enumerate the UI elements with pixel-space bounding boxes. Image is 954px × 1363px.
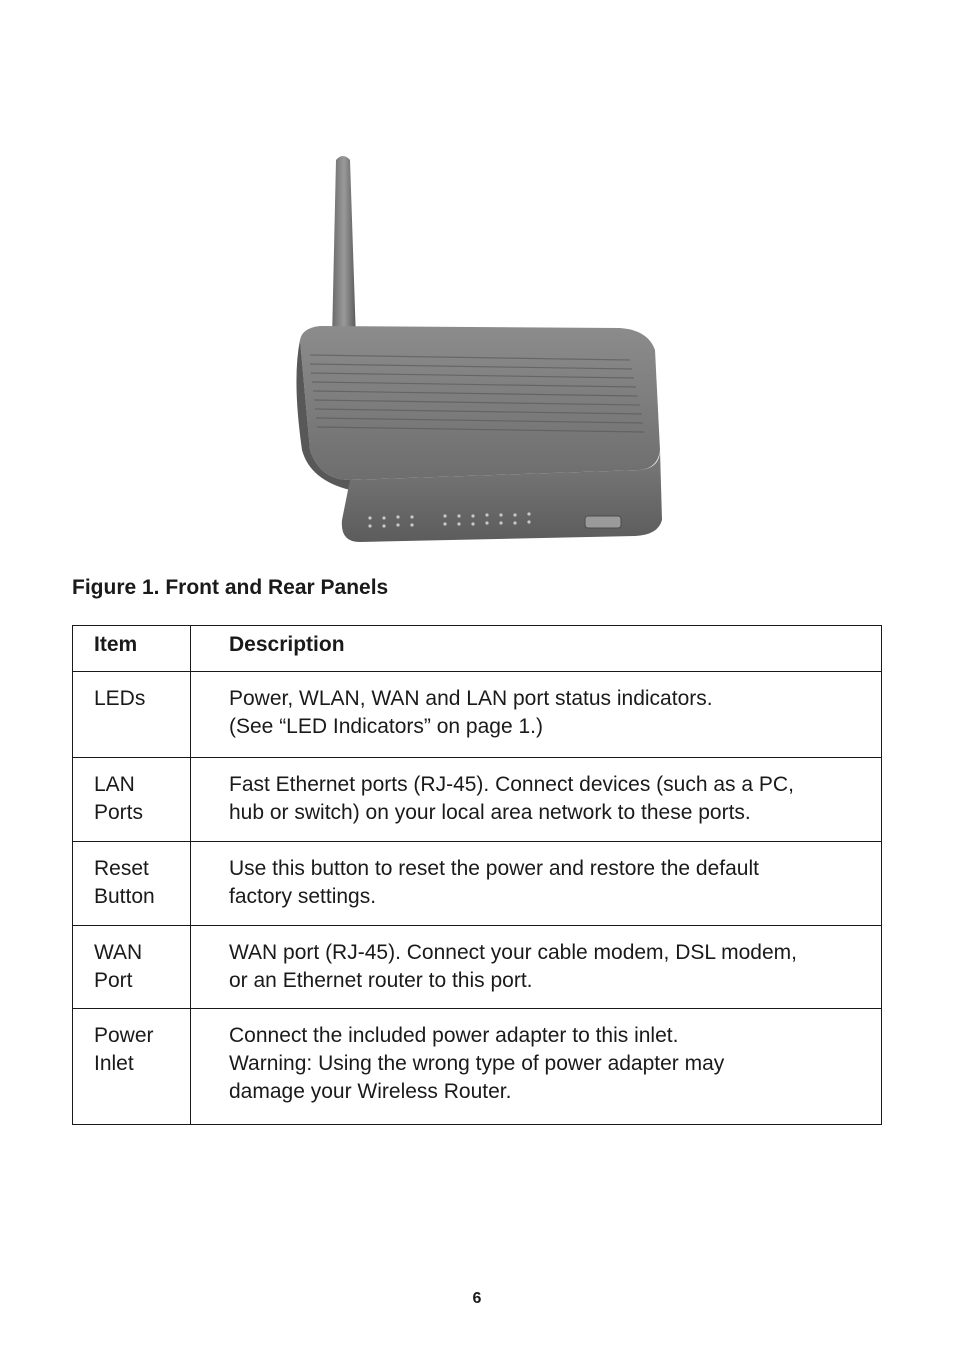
description-text: WAN port (RJ-45). Connect your cable modem, DSL modem, (229, 941, 797, 964)
item-text: WAN (94, 941, 143, 964)
description-text: damage your Wireless Router. (229, 1080, 512, 1103)
header-item: Item (73, 626, 191, 672)
description-cell (191, 672, 882, 758)
table-row (73, 926, 882, 1009)
figure-caption: Figure 1. Front and Rear Panels (72, 576, 389, 599)
item-text: LAN (94, 773, 135, 796)
item-text: Port (94, 969, 133, 992)
item-text: Inlet (94, 1052, 134, 1075)
description-text: hub or switch) on your local area network to these ports. (229, 801, 751, 824)
item-text: Reset (94, 857, 149, 880)
table-row (73, 672, 882, 758)
item-cell (73, 842, 191, 926)
table-header-row (73, 626, 882, 672)
description-cell (191, 926, 882, 1009)
description-text: (See “LED Indicators” on page 1.) (229, 715, 543, 738)
description-text: Power, WLAN, WAN and LAN port status indicators. (229, 687, 713, 710)
item-text: Power (94, 1024, 154, 1047)
description-text: Connect the included power adapter to this inlet. (229, 1024, 679, 1047)
item-description-table (72, 625, 882, 1125)
item-text: Ports (94, 801, 144, 824)
item-text: LEDs (94, 687, 146, 710)
description-cell (191, 842, 882, 926)
description-text: Use this button to reset the power and restore the default (229, 857, 759, 880)
page-number: 6 (472, 1290, 482, 1307)
description-text: or an Ethernet router to this port. (229, 969, 533, 992)
item-cell (73, 758, 191, 842)
table-row (73, 842, 882, 926)
description-cell (191, 1009, 882, 1125)
description-text: factory settings. (229, 885, 377, 908)
table-row (73, 1009, 882, 1125)
description-text: Fast Ethernet ports (RJ-45). Connect devices (such as a PC, (229, 773, 794, 796)
item-cell (73, 926, 191, 1009)
item-text: Button (94, 885, 155, 908)
description-cell (191, 758, 882, 842)
item-cell (73, 672, 191, 758)
header-description: Description (191, 626, 882, 672)
item-cell (73, 1009, 191, 1125)
router-illustration (280, 150, 680, 545)
description-text: Warning: Using the wrong type of power adapter may (229, 1052, 725, 1075)
table-row (73, 758, 882, 842)
